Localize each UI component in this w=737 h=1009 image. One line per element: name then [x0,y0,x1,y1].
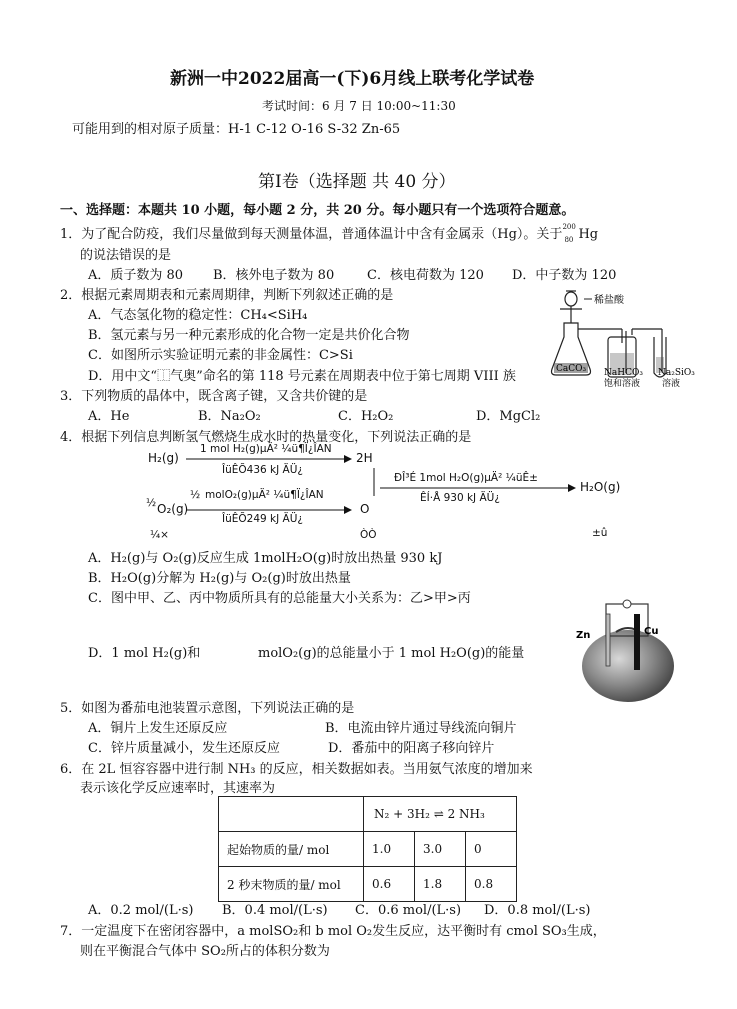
q4-arrow3 [380,484,576,492]
exam-time: 考试时间：6 月 7 日 10:00~11:30 [262,99,456,113]
q4-o2-label: O₂(g) [157,502,189,516]
q2-option-a: A．气态氢化物的稳定性：CH₄<SiH₄ [88,308,308,323]
q4-stem: 4．根据下列信息判断氢气燃烧生成水时的热量变化，下列说法正确的是 [60,430,472,445]
q4-arrow2-bottom: ÎüÊÕ249 kJ ÄÜ¿ [222,513,303,525]
q4-arrow3-top: ÐÎ³É 1mol H₂O(g)µÄ² ¼üÊ± [394,472,538,484]
q2-apparatus-figure [548,285,708,390]
q7-stem2: 则在平衡混合气体中 SO₂所占的体积分数为 [80,944,330,959]
q1-atomic-number: 80 [564,235,574,244]
table-cell: 0.6 [364,867,415,902]
q3-stem: 3．下列物质的晶体中，既含离子键，又含共价键的是 [60,389,368,404]
q4-label-jia: ¼× [150,529,169,541]
q4-h2o-label: H₂O(g) [580,480,621,494]
q2-na2sio3-sub: 溶液 [662,379,681,389]
q4-h2-label: H₂(g) [148,451,179,465]
q3-option-b: B．Na₂O₂ [198,409,261,424]
q1-option-b: B．核外电子数为 80 [213,268,335,283]
table-cell: 1.8 [415,867,466,902]
tomato-battery-figure [572,596,682,706]
q4-option-d-part2: molO₂(g)的总能量小于 1 mol H₂O(g)的能量 [258,646,525,661]
q4-arrow3-bottom: ÊÍ·Å 930 kJ ÄÜ¿ [420,492,500,504]
q6-stem2: 表示该化学反应速率时，其速率为 [80,781,276,796]
q6-option-b: B．0.4 mol/(L·s) [222,903,328,918]
q6-table-header: N₂ + 3H₂ ⇌ 2 NH₃ [364,797,517,832]
table-cell: 0.8 [466,867,517,902]
q2-option-c: C．如图所示实验证明元素的非金属性：C>Si [88,348,353,363]
q5-option-c: C．锌片质量减小，发生还原反应 [88,741,280,756]
q1-stem: 1．为了配合防疫，我们尽量做到每天测量体温，普通体温计中含有金属汞（Hg）。关于 200 80 Hg [60,222,599,244]
q6-option-d: D．0.8 mol/(L·s) [484,903,591,918]
table-cell: 1.0 [364,832,415,867]
q4-half-2: ½ [190,489,201,501]
q6-data-table [218,796,517,902]
q5-option-d: D．番茄中的阳离子移向锌片 [328,741,495,756]
cu-label: Cu [644,626,659,637]
table-row [219,867,517,902]
q3-option-c: C．H₂O₂ [338,409,394,424]
q3-option-d: D．MgCl₂ [476,409,541,424]
q4-arrow1-bottom: ÎüÊÕ436 kJ ÄÜ¿ [222,464,303,476]
q2-nahco3-label: NaHCO₃ [604,368,643,378]
q4-o-label: O [360,502,370,516]
q2-acid-label: 稀盐酸 [594,295,624,306]
q2-option-b: B．氢元素与另一种元素形成的化合物一定是共价化合物 [88,328,410,343]
q1-stem2: 的说法错误的是 [80,248,172,263]
q4-label-yi: ÒÒ [360,529,377,541]
q6-option-a: A．0.2 mol/(L·s) [88,903,194,918]
q4-option-b: B．H₂O(g)分解为 H₂(g)与 O₂(g)时放出热量 [88,571,351,586]
q4-label-bing: ±û [592,527,608,539]
q1-option-c: C．核电荷数为 120 [367,268,484,283]
q2-nahco3-sub: 饱和溶液 [604,379,641,389]
q5-stem: 5．如图为番茄电池装置示意图，下列说法正确的是 [60,701,355,716]
q4-2h-label: 2H [356,451,373,465]
q5-option-a: A．铜片上发生还原反应 [88,721,228,736]
q2-caco3-label: CaCO₃ [556,364,587,374]
section-title: 第Ⅰ卷（选择题 共 40 分） [258,172,456,192]
q4-option-d-part1: D．1 mol H₂(g)和 [88,646,201,661]
atomic-masses: 可能用到的相对原子质量：H-1 C-12 O-16 S-32 Zn-65 [72,122,401,137]
q1-mass-number: 200 [562,222,576,231]
q1-option-a: A．质子数为 80 [88,268,184,283]
table-row [219,797,517,832]
q4-arrow2-top: molO₂(g)µÄ² ¼ü¶Ï¿ÎAN [205,489,324,501]
q2-option-d: D．用中文“⿰气奥”命名的第 118 号元素在周期表中位于第七周期 VIII 族 [88,369,516,384]
zn-label: Zn [576,630,591,641]
table-row [219,832,517,867]
q1-option-d: D．中子数为 120 [512,268,617,283]
table-cell: 0 [466,832,517,867]
q4-vertical-arrow [370,468,378,496]
q4-option-a: A．H₂(g)与 O₂(g)反应生成 1molH₂O(g)时放出热量 930 kJ [88,551,443,566]
table-cell: 3.0 [415,832,466,867]
q6-stem: 6．在 2L 恒容容器中进行制 NH₃ 的反应，相关数据如表。当用氨气浓度的增加来 [60,762,533,777]
q2-stem: 2．根据元素周期表和元素周期律，判断下列叙述正确的是 [60,288,394,303]
q4-arrow1-top: 1 mol H₂(g)µÄ² ¼ü¶Ï¿ÎAN [200,443,332,455]
table-cell: 2 秒末物质的量/ mol [219,867,364,902]
section-instructions: 一、选择题：本题共 10 小题，每小题 2 分，共 20 分。每小题只有一个选项符合题意。 [60,203,575,218]
q4-arrow1 [186,455,352,463]
q5-option-b: B．电流由锌片通过导线流向铜片 [325,721,517,736]
q4-option-c: C．图中甲、乙、丙中物质所具有的总能量大小关系为：乙>甲>丙 [88,591,471,606]
table-cell [219,797,364,832]
q7-stem: 7．一定温度下在密闭容器中，a molSO₂和 b mol O₂发生反应，达平衡时有 cmol SO₃生成， [60,924,606,939]
q3-option-a: A．He [88,409,130,424]
exam-title: 新洲一中2022届高一(下)6月线上联考化学试卷 [170,69,535,89]
q4-half-1: ½ [146,497,157,509]
q2-na2sio3-label: Na₂SiO₃ [658,368,695,378]
q6-option-c: C．0.6 mol/(L·s) [355,903,462,918]
table-cell: 起始物质的量/ mol [219,832,364,867]
